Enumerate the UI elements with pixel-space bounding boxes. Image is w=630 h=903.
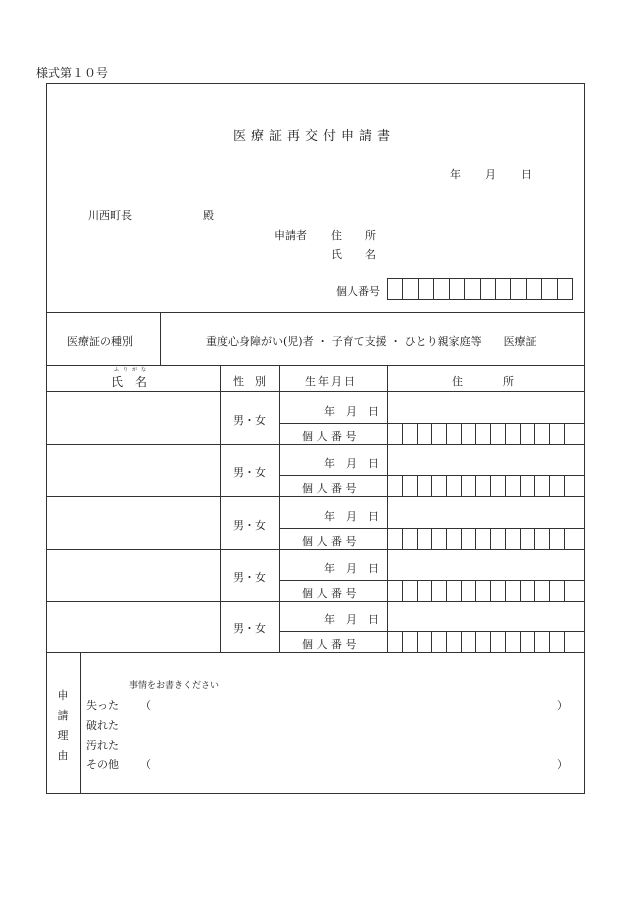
reason-label-char: 請 — [57, 709, 69, 722]
date-year-label: 年 — [450, 168, 461, 181]
cert-type-label: 医療証の種別 — [67, 335, 133, 348]
table-row-birth: 年 月 日 — [324, 405, 379, 418]
reason-item-torn[interactable]: 破れた — [86, 719, 119, 732]
col-divider-name — [220, 365, 221, 652]
reason-item-lost-close-paren: ） — [557, 699, 568, 712]
reason-item-other-close-paren: ） — [557, 758, 568, 771]
cert-type-options: 重度心身障がい(児)者 ・ 子育て支援 ・ ひとり親家庭等 医療証 — [206, 335, 537, 348]
table-row-mynumber-boxes[interactable] — [402, 580, 578, 601]
divider-cert-top — [46, 312, 585, 313]
table-row-mynumber-boxes[interactable] — [402, 528, 578, 549]
header-name-ruby: ふりがな — [114, 367, 151, 373]
header-sex: 性 別 — [233, 375, 266, 388]
row-separator — [46, 601, 585, 602]
table-row-mynumber-label: 個 人 番 号 — [302, 638, 357, 651]
reason-label-char: 申 — [57, 689, 69, 702]
table-row-sex[interactable]: 男・女 — [233, 622, 266, 635]
table-row-mynumber-boxes[interactable] — [402, 475, 578, 496]
table-row-mynumber-boxes[interactable] — [402, 631, 578, 652]
table-row-birth: 年 月 日 — [324, 457, 379, 470]
addressee-mayor: 川西町長 — [88, 209, 132, 222]
table-row-sex[interactable]: 男・女 — [233, 466, 266, 479]
form-number: 様式第１０号 — [36, 66, 109, 80]
divider-cert-label — [160, 312, 161, 365]
row-separator — [46, 496, 585, 497]
table-row-mynumber-boxes[interactable] — [402, 423, 578, 444]
row-separator — [46, 549, 585, 550]
table-row-mynumber-label: 個 人 番 号 — [302, 535, 357, 548]
applicant-label: 申請者 — [274, 229, 307, 242]
addressee-honorific: 殿 — [203, 209, 214, 222]
col-divider-sex — [279, 365, 280, 652]
table-row-sex[interactable]: 男・女 — [233, 571, 266, 584]
table-row-mynumber-label: 個 人 番 号 — [302, 430, 357, 443]
header-birthdate: 生年月日 — [305, 375, 357, 388]
reason-item-other-open-paren: （ — [140, 758, 151, 771]
reason-instruction: 事情をお書きください — [129, 681, 220, 691]
form-title: 医療証再交付申請書 — [233, 129, 396, 144]
divider-reason-label — [80, 652, 81, 794]
reason-label-char: 由 — [57, 749, 69, 762]
applicant-name-label: 氏 名 — [331, 248, 382, 261]
header-address: 住 所 — [452, 375, 520, 388]
table-row-birth: 年 月 日 — [324, 510, 379, 523]
applicant-mynumber-label: 個人番号 — [336, 285, 380, 298]
divider-reason-top — [46, 652, 585, 653]
table-row-sex[interactable]: 男・女 — [233, 414, 266, 427]
date-month-label: 月 — [485, 168, 496, 181]
reason-item-soiled[interactable]: 汚れた — [86, 739, 119, 752]
reason-item-lost[interactable]: 失った — [86, 699, 119, 712]
table-row-mynumber-label: 個 人 番 号 — [302, 482, 357, 495]
table-row-sex[interactable]: 男・女 — [233, 519, 266, 532]
applicant-mynumber-boxes[interactable] — [387, 278, 573, 300]
reason-item-lost-open-paren: （ — [140, 699, 151, 712]
table-row-mynumber-label: 個 人 番 号 — [302, 587, 357, 600]
date-day-label: 日 — [521, 168, 532, 181]
table-row-birth: 年 月 日 — [324, 562, 379, 575]
col-divider-birth — [387, 365, 388, 652]
applicant-address-label: 住 所 — [331, 229, 382, 242]
header-name: 氏 名 — [111, 375, 148, 389]
reason-label-char: 理 — [57, 729, 69, 742]
reason-item-other[interactable]: その他 — [86, 758, 119, 771]
table-row-birth: 年 月 日 — [324, 613, 379, 626]
divider-header-bottom — [46, 391, 585, 392]
row-separator — [46, 444, 585, 445]
